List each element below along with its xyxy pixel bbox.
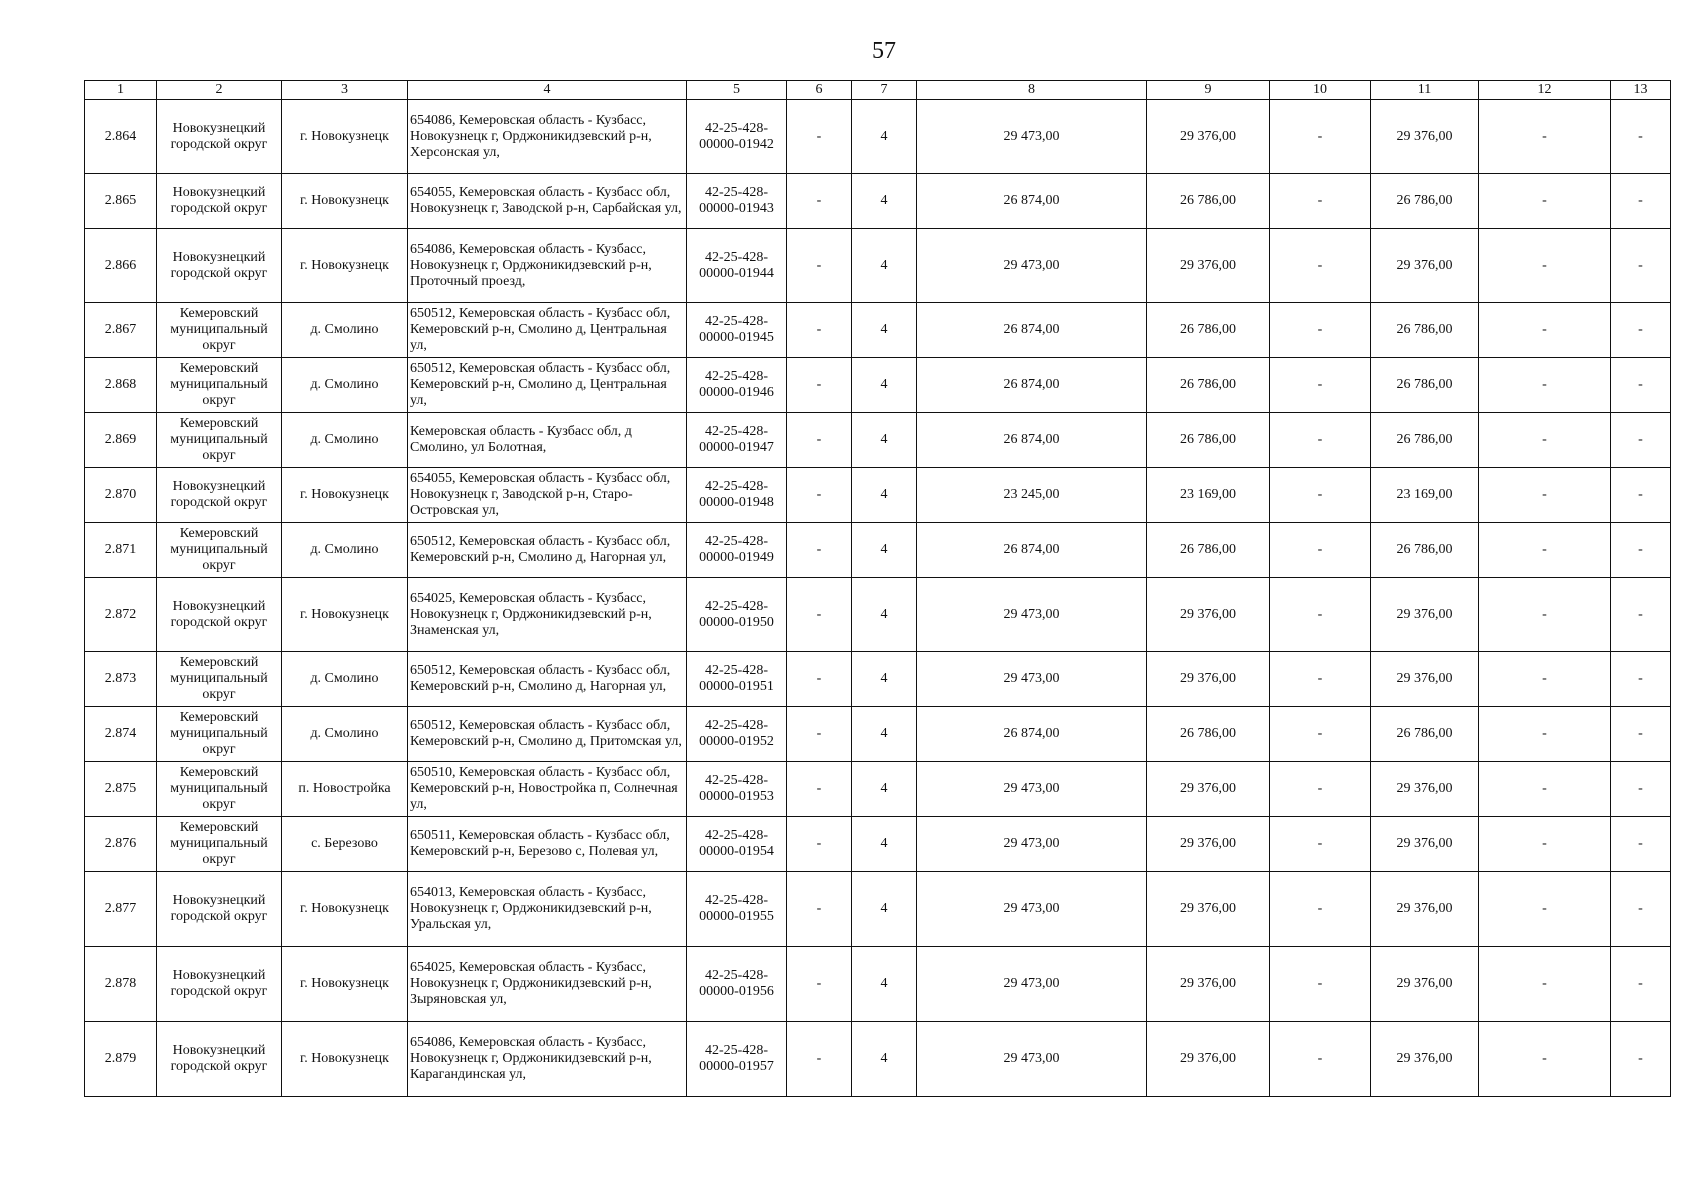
settlement-cell: д. Смолино [282, 303, 408, 358]
district-cell: Новокузнецкий городской округ [157, 229, 282, 303]
code-cell: 42-25-428-00000-01943 [687, 174, 787, 229]
column-header: 11 [1371, 81, 1479, 100]
row-number: 2.875 [85, 762, 157, 817]
col11-cell: 26 786,00 [1371, 413, 1479, 468]
code-cell: 42-25-428-00000-01955 [687, 872, 787, 947]
col13-cell: - [1611, 762, 1671, 817]
col11-cell: 29 376,00 [1371, 652, 1479, 707]
col8-cell: 23 245,00 [917, 468, 1147, 523]
column-header: 2 [157, 81, 282, 100]
table-row [85, 652, 1671, 707]
col10-cell: - [1270, 303, 1371, 358]
col11-cell: 29 376,00 [1371, 229, 1479, 303]
code-cell: 42-25-428-00000-01953 [687, 762, 787, 817]
settlement-cell: д. Смолино [282, 652, 408, 707]
col6-cell: - [787, 303, 852, 358]
col9-cell: 23 169,00 [1147, 468, 1270, 523]
settlement-cell: г. Новокузнецк [282, 578, 408, 652]
district-cell: Кемеровский муниципальный округ [157, 523, 282, 578]
settlement-cell: п. Новостройка [282, 762, 408, 817]
col7-cell: 4 [852, 762, 917, 817]
district-cell: Новокузнецкий городской округ [157, 578, 282, 652]
col11-cell: 29 376,00 [1371, 872, 1479, 947]
col8-cell: 26 874,00 [917, 413, 1147, 468]
col8-cell: 29 473,00 [917, 762, 1147, 817]
col8-cell: 26 874,00 [917, 707, 1147, 762]
col8-cell: 29 473,00 [917, 229, 1147, 303]
col13-cell: - [1611, 947, 1671, 1022]
col10-cell: - [1270, 229, 1371, 303]
col12-cell: - [1479, 947, 1611, 1022]
col11-cell: 29 376,00 [1371, 100, 1479, 174]
table-row [85, 578, 1671, 652]
col10-cell: - [1270, 652, 1371, 707]
col13-cell: - [1611, 872, 1671, 947]
settlement-cell: с. Березово [282, 817, 408, 872]
table-row [85, 523, 1671, 578]
col8-cell: 29 473,00 [917, 578, 1147, 652]
row-number: 2.870 [85, 468, 157, 523]
col13-cell: - [1611, 578, 1671, 652]
col9-cell: 29 376,00 [1147, 100, 1270, 174]
column-header: 5 [687, 81, 787, 100]
col6-cell: - [787, 817, 852, 872]
row-number: 2.878 [85, 947, 157, 1022]
col13-cell: - [1611, 174, 1671, 229]
col12-cell: - [1479, 100, 1611, 174]
col9-cell: 26 786,00 [1147, 413, 1270, 468]
col13-cell: - [1611, 303, 1671, 358]
district-cell: Кемеровский муниципальный округ [157, 707, 282, 762]
row-number: 2.877 [85, 872, 157, 947]
code-cell: 42-25-428-00000-01942 [687, 100, 787, 174]
row-number: 2.867 [85, 303, 157, 358]
column-header: 12 [1479, 81, 1611, 100]
col8-cell: 29 473,00 [917, 817, 1147, 872]
address-cell: Кемеровская область - Кузбасс обл, д Смолино, ул Болотная, [408, 413, 687, 468]
address-cell: 654025, Кемеровская область - Кузбасс, Новокузнецк г, Орджоникидзевский р-н, Знаменская ул, [408, 578, 687, 652]
district-cell: Новокузнецкий городской округ [157, 1022, 282, 1097]
code-cell: 42-25-428-00000-01945 [687, 303, 787, 358]
col13-cell: - [1611, 358, 1671, 413]
col11-cell: 26 786,00 [1371, 523, 1479, 578]
col12-cell: - [1479, 578, 1611, 652]
settlement-cell: г. Новокузнецк [282, 872, 408, 947]
col12-cell: - [1479, 817, 1611, 872]
col7-cell: 4 [852, 947, 917, 1022]
col8-cell: 29 473,00 [917, 947, 1147, 1022]
col10-cell: - [1270, 872, 1371, 947]
table-row [85, 817, 1671, 872]
row-number: 2.865 [85, 174, 157, 229]
code-cell: 42-25-428-00000-01950 [687, 578, 787, 652]
col7-cell: 4 [852, 578, 917, 652]
col7-cell: 4 [852, 523, 917, 578]
col7-cell: 4 [852, 303, 917, 358]
col9-cell: 29 376,00 [1147, 872, 1270, 947]
col13-cell: - [1611, 413, 1671, 468]
col9-cell: 29 376,00 [1147, 652, 1270, 707]
column-header: 13 [1611, 81, 1671, 100]
col9-cell: 29 376,00 [1147, 578, 1270, 652]
table-row [85, 413, 1671, 468]
col11-cell: 29 376,00 [1371, 578, 1479, 652]
code-cell: 42-25-428-00000-01947 [687, 413, 787, 468]
col10-cell: - [1270, 1022, 1371, 1097]
table-row [85, 872, 1671, 947]
address-cell: 650512, Кемеровская область - Кузбасс обл, Кемеровский р-н, Смолино д, Нагорная ул, [408, 523, 687, 578]
col6-cell: - [787, 707, 852, 762]
address-cell: 650511, Кемеровская область - Кузбасс обл, Кемеровский р-н, Березово с, Полевая ул, [408, 817, 687, 872]
col11-cell: 29 376,00 [1371, 762, 1479, 817]
col11-cell: 29 376,00 [1371, 947, 1479, 1022]
header-row [85, 81, 1671, 100]
col12-cell: - [1479, 468, 1611, 523]
col10-cell: - [1270, 947, 1371, 1022]
col6-cell: - [787, 468, 852, 523]
col7-cell: 4 [852, 229, 917, 303]
row-number: 2.866 [85, 229, 157, 303]
address-cell: 654086, Кемеровская область - Кузбасс, Новокузнецк г, Орджоникидзевский р-н, Карагандинская ул, [408, 1022, 687, 1097]
col10-cell: - [1270, 174, 1371, 229]
col9-cell: 26 786,00 [1147, 707, 1270, 762]
col10-cell: - [1270, 762, 1371, 817]
col13-cell: - [1611, 817, 1671, 872]
address-cell: 654025, Кемеровская область - Кузбасс, Новокузнецк г, Орджоникидзевский р-н, Зыряновская ул, [408, 947, 687, 1022]
column-header: 7 [852, 81, 917, 100]
settlement-cell: д. Смолино [282, 358, 408, 413]
col9-cell: 29 376,00 [1147, 229, 1270, 303]
settlement-cell: г. Новокузнецк [282, 1022, 408, 1097]
col8-cell: 29 473,00 [917, 872, 1147, 947]
col9-cell: 26 786,00 [1147, 303, 1270, 358]
col12-cell: - [1479, 872, 1611, 947]
col10-cell: - [1270, 707, 1371, 762]
col13-cell: - [1611, 1022, 1671, 1097]
column-header: 9 [1147, 81, 1270, 100]
settlement-cell: г. Новокузнецк [282, 174, 408, 229]
col8-cell: 29 473,00 [917, 652, 1147, 707]
col6-cell: - [787, 1022, 852, 1097]
table-body [85, 100, 1671, 1097]
code-cell: 42-25-428-00000-01956 [687, 947, 787, 1022]
code-cell: 42-25-428-00000-01951 [687, 652, 787, 707]
code-cell: 42-25-428-00000-01948 [687, 468, 787, 523]
settlement-cell: д. Смолино [282, 413, 408, 468]
col7-cell: 4 [852, 817, 917, 872]
col6-cell: - [787, 229, 852, 303]
col9-cell: 26 786,00 [1147, 174, 1270, 229]
row-number: 2.872 [85, 578, 157, 652]
col9-cell: 29 376,00 [1147, 817, 1270, 872]
col10-cell: - [1270, 578, 1371, 652]
row-number: 2.873 [85, 652, 157, 707]
address-cell: 654086, Кемеровская область - Кузбасс, Новокузнецк г, Орджоникидзевский р-н, Проточный проезд, [408, 229, 687, 303]
col7-cell: 4 [852, 1022, 917, 1097]
col8-cell: 26 874,00 [917, 174, 1147, 229]
code-cell: 42-25-428-00000-01954 [687, 817, 787, 872]
col6-cell: - [787, 578, 852, 652]
col6-cell: - [787, 523, 852, 578]
col11-cell: 26 786,00 [1371, 358, 1479, 413]
settlement-cell: г. Новокузнецк [282, 100, 408, 174]
address-cell: 650512, Кемеровская область - Кузбасс обл, Кемеровский р-н, Смолино д, Центральная ул, [408, 358, 687, 413]
row-number: 2.868 [85, 358, 157, 413]
address-cell: 650512, Кемеровская область - Кузбасс обл, Кемеровский р-н, Смолино д, Нагорная ул, [408, 652, 687, 707]
col9-cell: 26 786,00 [1147, 523, 1270, 578]
column-header: 1 [85, 81, 157, 100]
data-table [84, 80, 1671, 1097]
col10-cell: - [1270, 468, 1371, 523]
col12-cell: - [1479, 413, 1611, 468]
column-header: 8 [917, 81, 1147, 100]
col8-cell: 29 473,00 [917, 100, 1147, 174]
row-number: 2.871 [85, 523, 157, 578]
district-cell: Кемеровский муниципальный округ [157, 413, 282, 468]
district-cell: Кемеровский муниципальный округ [157, 303, 282, 358]
col12-cell: - [1479, 652, 1611, 707]
col6-cell: - [787, 947, 852, 1022]
col11-cell: 26 786,00 [1371, 303, 1479, 358]
col13-cell: - [1611, 652, 1671, 707]
column-header: 6 [787, 81, 852, 100]
col8-cell: 26 874,00 [917, 358, 1147, 413]
col7-cell: 4 [852, 707, 917, 762]
col6-cell: - [787, 652, 852, 707]
col12-cell: - [1479, 523, 1611, 578]
col11-cell: 23 169,00 [1371, 468, 1479, 523]
col10-cell: - [1270, 817, 1371, 872]
col13-cell: - [1611, 707, 1671, 762]
col9-cell: 29 376,00 [1147, 947, 1270, 1022]
col6-cell: - [787, 872, 852, 947]
col11-cell: 26 786,00 [1371, 707, 1479, 762]
col13-cell: - [1611, 468, 1671, 523]
row-number: 2.874 [85, 707, 157, 762]
table-row [85, 1022, 1671, 1097]
col7-cell: 4 [852, 468, 917, 523]
table-row [85, 762, 1671, 817]
col13-cell: - [1611, 100, 1671, 174]
district-cell: Новокузнецкий городской округ [157, 174, 282, 229]
code-cell: 42-25-428-00000-01944 [687, 229, 787, 303]
district-cell: Кемеровский муниципальный округ [157, 762, 282, 817]
col6-cell: - [787, 413, 852, 468]
col11-cell: 29 376,00 [1371, 817, 1479, 872]
code-cell: 42-25-428-00000-01952 [687, 707, 787, 762]
district-cell: Кемеровский муниципальный округ [157, 652, 282, 707]
row-number: 2.879 [85, 1022, 157, 1097]
col10-cell: - [1270, 358, 1371, 413]
address-cell: 650510, Кемеровская область - Кузбасс обл, Кемеровский р-н, Новостройка п, Солнечная ул, [408, 762, 687, 817]
col11-cell: 29 376,00 [1371, 1022, 1479, 1097]
table-row [85, 358, 1671, 413]
col8-cell: 26 874,00 [917, 523, 1147, 578]
column-header: 3 [282, 81, 408, 100]
col6-cell: - [787, 174, 852, 229]
col12-cell: - [1479, 174, 1611, 229]
col7-cell: 4 [852, 652, 917, 707]
col6-cell: - [787, 762, 852, 817]
row-number: 2.869 [85, 413, 157, 468]
page-number: 57 [872, 38, 896, 64]
row-number: 2.876 [85, 817, 157, 872]
col12-cell: - [1479, 229, 1611, 303]
col7-cell: 4 [852, 174, 917, 229]
table-row [85, 174, 1671, 229]
address-cell: 654055, Кемеровская область - Кузбасс обл, Новокузнецк г, Заводской р-н, Сарбайская ул, [408, 174, 687, 229]
settlement-cell: д. Смолино [282, 707, 408, 762]
table-row [85, 229, 1671, 303]
address-cell: 650512, Кемеровская область - Кузбасс обл, Кемеровский р-н, Смолино д, Центральная ул, [408, 303, 687, 358]
table-row [85, 468, 1671, 523]
district-cell: Новокузнецкий городской округ [157, 468, 282, 523]
district-cell: Кемеровский муниципальный округ [157, 358, 282, 413]
col10-cell: - [1270, 100, 1371, 174]
col11-cell: 26 786,00 [1371, 174, 1479, 229]
col10-cell: - [1270, 413, 1371, 468]
col10-cell: - [1270, 523, 1371, 578]
col13-cell: - [1611, 523, 1671, 578]
col12-cell: - [1479, 707, 1611, 762]
address-cell: 650512, Кемеровская область - Кузбасс обл, Кемеровский р-н, Смолино д, Притомская ул, [408, 707, 687, 762]
district-cell: Новокузнецкий городской округ [157, 100, 282, 174]
column-header: 4 [408, 81, 687, 100]
row-number: 2.864 [85, 100, 157, 174]
table-row [85, 100, 1671, 174]
col7-cell: 4 [852, 413, 917, 468]
col8-cell: 26 874,00 [917, 303, 1147, 358]
address-cell: 654013, Кемеровская область - Кузбасс, Новокузнецк г, Орджоникидзевский р-н, Уральская ул, [408, 872, 687, 947]
col8-cell: 29 473,00 [917, 1022, 1147, 1097]
col12-cell: - [1479, 358, 1611, 413]
col7-cell: 4 [852, 872, 917, 947]
address-cell: 654086, Кемеровская область - Кузбасс, Новокузнецк г, Орджоникидзевский р-н, Херсонская ул, [408, 100, 687, 174]
col6-cell: - [787, 358, 852, 413]
district-cell: Новокузнецкий городской округ [157, 947, 282, 1022]
settlement-cell: г. Новокузнецк [282, 468, 408, 523]
code-cell: 42-25-428-00000-01949 [687, 523, 787, 578]
table-row [85, 707, 1671, 762]
col13-cell: - [1611, 229, 1671, 303]
col12-cell: - [1479, 1022, 1611, 1097]
col12-cell: - [1479, 303, 1611, 358]
table-row [85, 303, 1671, 358]
district-cell: Кемеровский муниципальный округ [157, 817, 282, 872]
col9-cell: 29 376,00 [1147, 1022, 1270, 1097]
col9-cell: 29 376,00 [1147, 762, 1270, 817]
settlement-cell: г. Новокузнецк [282, 229, 408, 303]
column-header: 10 [1270, 81, 1371, 100]
col6-cell: - [787, 100, 852, 174]
code-cell: 42-25-428-00000-01957 [687, 1022, 787, 1097]
settlement-cell: д. Смолино [282, 523, 408, 578]
code-cell: 42-25-428-00000-01946 [687, 358, 787, 413]
address-cell: 654055, Кемеровская область - Кузбасс обл, Новокузнецк г, Заводской р-н, Старо-Островская ул, [408, 468, 687, 523]
col7-cell: 4 [852, 100, 917, 174]
district-cell: Новокузнецкий городской округ [157, 872, 282, 947]
settlement-cell: г. Новокузнецк [282, 947, 408, 1022]
col12-cell: - [1479, 762, 1611, 817]
col7-cell: 4 [852, 358, 917, 413]
col9-cell: 26 786,00 [1147, 358, 1270, 413]
table-row [85, 947, 1671, 1022]
